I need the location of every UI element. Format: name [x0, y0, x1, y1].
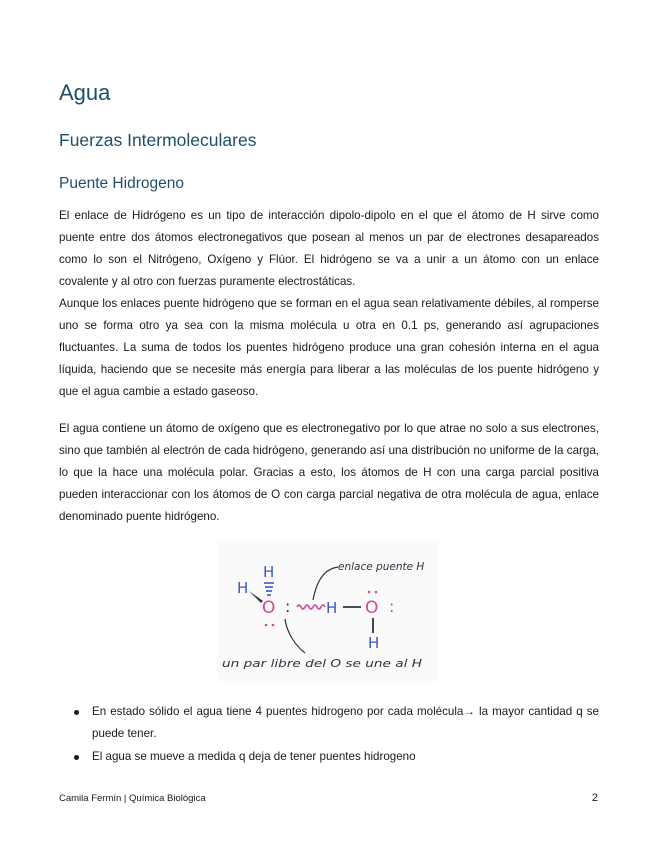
- bullet-icon: [74, 755, 79, 760]
- list-item-text: El agua se mueve a medida q deja de tener puentes hidrogeno: [92, 750, 416, 764]
- list-item: [59, 701, 599, 745]
- diagram-atom-h-bridge: H: [326, 599, 338, 617]
- diagram-atom-o-left: O: [262, 598, 276, 618]
- diagram-lone-pair: :: [285, 597, 291, 616]
- paragraph: Aunque los enlaces puente hidrógeno que se forman en el agua sean relativamente débiles, al romperse uno se forma otro ya sea con la misma molécula u otra en 0.1 ps, generando así agrupaciones fluctuantes. La suma de todos los puentes hidrógeno produce una gran cohesión interna en el agua líquida, haciendo que se necesite más energía para liberar a las moléculas de los puente hidrógeno y que el agua cambie a estado gaseoso.: [59, 297, 599, 399]
- diagram-atom-o-right: O: [365, 598, 379, 618]
- diagram-label-bottom: un par libre del O se une al H: [222, 657, 422, 670]
- paragraph: El agua contiene un átomo de oxígeno que es electronegativo por lo que atrae no solo a sus electrones, sino que también al electrón de cada hidrógeno, generando así una distribución no uniforme de la carga, lo que la hace una molécula polar. Gracias a esto, los átomos de H con una carga parcial positiva pueden interaccionar con los átomos de O con carga parcial negativa de otra molécula de agua, enlace denominado puente hidrógeno.: [59, 422, 599, 524]
- page-title: Agua: [59, 80, 111, 105]
- diagram-atom-h-bottom: H: [368, 634, 380, 652]
- paragraph: El enlace de Hidrógeno es un tipo de interacción dipolo-dipolo en el que el átomo de H sirve como puente entre dos átomos electronegativos que posean al menos un par de electrones desapareados como lo son el Nitrógeno, Oxígeno y Flúor. El hidrógeno se va a unir a un átomo con un enlace covalente y al otro con fuerzas puramente electrostáticas.: [59, 209, 599, 289]
- footer-author-course: Camila Fermín | Química Biológica: [59, 793, 206, 804]
- diagram-lone-pair: :: [389, 597, 395, 616]
- diagram-label-top: enlace puente H: [338, 561, 425, 573]
- page-number: 2: [591, 792, 598, 804]
- list-item: [59, 746, 599, 768]
- subsection-heading: Puente Hidrogeno: [59, 175, 184, 192]
- diagram-atom-h-left: H: [237, 579, 249, 597]
- bullet-list: [59, 701, 599, 769]
- bullet-icon: [74, 710, 79, 715]
- hydrogen-bond-diagram: [217, 541, 439, 681]
- section-heading: Fuerzas Intermoleculares: [59, 130, 257, 150]
- list-item-text: En estado sólido el agua tiene 4 puentes hidrogeno por cada molécula→ la mayor cantidad q se puede tener.: [92, 705, 599, 741]
- diagram-atom-h-top: H: [263, 563, 275, 581]
